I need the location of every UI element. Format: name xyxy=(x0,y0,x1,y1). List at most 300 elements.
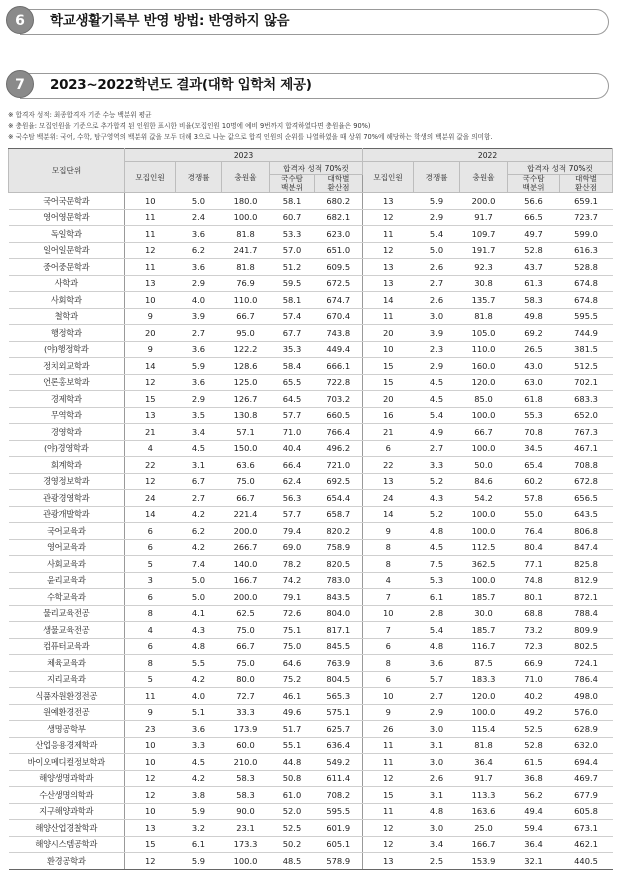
table-row xyxy=(9,671,613,688)
fill-rate-2023-cell: 140.0 xyxy=(222,556,270,573)
quota-2022-cell: 13 xyxy=(363,473,414,490)
fill-rate-2023-cell: 126.7 xyxy=(222,391,270,408)
competition-2023-cell: 3.6 xyxy=(176,374,222,391)
fill-rate-2022-cell: 100.0 xyxy=(460,506,508,523)
unit-name-cell: 생물교육전공 xyxy=(9,622,125,639)
table-row xyxy=(9,457,613,474)
table-row xyxy=(9,391,613,408)
converted-2023-cell: 654.4 xyxy=(315,490,363,507)
unit-name-cell: 생명공학부 xyxy=(9,721,125,738)
converted-2022-cell: 512.5 xyxy=(560,358,613,375)
quota-2023-cell: 6 xyxy=(125,638,176,655)
quota-2023-cell: 11 xyxy=(125,226,176,243)
quota-2023-cell: 9 xyxy=(125,704,176,721)
percentile-2022-cell: 61.5 xyxy=(508,754,560,771)
percentile-2023-cell: 57.0 xyxy=(270,242,315,259)
table-row xyxy=(9,572,613,589)
quota-2022-cell: 12 xyxy=(363,820,414,837)
col-header-score-group: 합격자 성적 70%컷 xyxy=(270,162,363,175)
fill-rate-2023-cell: 57.1 xyxy=(222,424,270,441)
unit-name-cell: 관광경영학과 xyxy=(9,490,125,507)
percentile-2022-cell: 61.3 xyxy=(508,275,560,292)
competition-2023-cell: 3.8 xyxy=(176,787,222,804)
converted-2022-cell: 462.1 xyxy=(560,836,613,853)
fill-rate-2023-cell: 66.7 xyxy=(222,308,270,325)
table-row xyxy=(9,787,613,804)
table-row xyxy=(9,721,613,738)
competition-2022-cell: 3.0 xyxy=(414,820,460,837)
quota-2022-cell: 4 xyxy=(363,572,414,589)
fill-rate-2022-cell: 113.3 xyxy=(460,787,508,804)
competition-2023-cell: 4.2 xyxy=(176,506,222,523)
converted-2022-cell: 467.1 xyxy=(560,440,613,457)
unit-name-cell: 환경공학과 xyxy=(9,853,125,870)
quota-2022-cell: 11 xyxy=(363,308,414,325)
quota-2023-cell: 12 xyxy=(125,787,176,804)
fill-rate-2022-cell: 120.0 xyxy=(460,688,508,705)
fill-rate-2023-cell: 200.0 xyxy=(222,589,270,606)
col-header-converted-score: 대학별 환산점 xyxy=(560,175,613,193)
table-row xyxy=(9,424,613,441)
converted-2023-cell: 611.4 xyxy=(315,770,363,787)
converted-2022-cell: 656.5 xyxy=(560,490,613,507)
quota-2022-cell: 7 xyxy=(363,589,414,606)
percentile-2023-cell: 66.4 xyxy=(270,457,315,474)
fill-rate-2022-cell: 66.7 xyxy=(460,424,508,441)
percentile-2023-cell: 44.8 xyxy=(270,754,315,771)
section-7-banner xyxy=(6,70,609,100)
quota-2022-cell: 21 xyxy=(363,424,414,441)
fill-rate-2023-cell: 166.7 xyxy=(222,572,270,589)
fill-rate-2022-cell: 191.7 xyxy=(460,242,508,259)
quota-2023-cell: 5 xyxy=(125,671,176,688)
competition-2023-cell: 2.7 xyxy=(176,325,222,342)
competition-2022-cell: 4.8 xyxy=(414,523,460,540)
converted-2023-cell: 578.9 xyxy=(315,853,363,870)
percentile-2023-cell: 65.5 xyxy=(270,374,315,391)
competition-2022-cell: 4.8 xyxy=(414,638,460,655)
competition-2023-cell: 4.2 xyxy=(176,539,222,556)
converted-2023-cell: 625.7 xyxy=(315,721,363,738)
competition-2023-cell: 2.7 xyxy=(176,490,222,507)
competition-2022-cell: 3.6 xyxy=(414,655,460,672)
converted-2022-cell: 744.9 xyxy=(560,325,613,342)
converted-2022-cell: 806.8 xyxy=(560,523,613,540)
table-row xyxy=(9,737,613,754)
table-row xyxy=(9,242,613,259)
converted-2023-cell: 549.2 xyxy=(315,754,363,771)
fill-rate-2022-cell: 116.7 xyxy=(460,638,508,655)
table-row xyxy=(9,259,613,276)
quota-2022-cell: 20 xyxy=(363,325,414,342)
competition-2022-cell: 3.1 xyxy=(414,787,460,804)
quota-2023-cell: 6 xyxy=(125,539,176,556)
quota-2023-cell: 8 xyxy=(125,655,176,672)
fill-rate-2023-cell: 58.3 xyxy=(222,770,270,787)
percentile-2022-cell: 73.2 xyxy=(508,622,560,639)
fill-rate-2022-cell: 183.3 xyxy=(460,671,508,688)
converted-2023-cell: 743.8 xyxy=(315,325,363,342)
percentile-2023-cell: 75.2 xyxy=(270,671,315,688)
converted-2022-cell: 786.4 xyxy=(560,671,613,688)
percentile-2022-cell: 77.1 xyxy=(508,556,560,573)
quota-2023-cell: 13 xyxy=(125,820,176,837)
competition-2022-cell: 3.4 xyxy=(414,836,460,853)
converted-2022-cell: 643.5 xyxy=(560,506,613,523)
percentile-2023-cell: 75.0 xyxy=(270,638,315,655)
fill-rate-2023-cell: 62.5 xyxy=(222,605,270,622)
fill-rate-2022-cell: 135.7 xyxy=(460,292,508,309)
quota-2023-cell: 4 xyxy=(125,440,176,457)
percentile-2023-cell: 46.1 xyxy=(270,688,315,705)
percentile-2022-cell: 80.4 xyxy=(508,539,560,556)
fill-rate-2023-cell: 72.7 xyxy=(222,688,270,705)
percentile-2022-cell: 68.8 xyxy=(508,605,560,622)
competition-2023-cell: 3.2 xyxy=(176,820,222,837)
converted-2022-cell: 809.9 xyxy=(560,622,613,639)
converted-2023-cell: 575.1 xyxy=(315,704,363,721)
competition-2023-cell: 5.1 xyxy=(176,704,222,721)
competition-2023-cell: 3.6 xyxy=(176,721,222,738)
converted-2022-cell: 677.9 xyxy=(560,787,613,804)
converted-2023-cell: 449.4 xyxy=(315,341,363,358)
percentile-2023-cell: 35.3 xyxy=(270,341,315,358)
converted-2023-cell: 680.2 xyxy=(315,193,363,210)
quota-2022-cell: 8 xyxy=(363,655,414,672)
note-line: ※ 국수탐 백분위: 국어, 수학, 탐구영역의 백분위 값을 모두 더해 3으로 나눈 값으로 합격 인원의 순위를 나열하였을 때 상위 70%에 해당하는 학생의 백분위 값을 의미함. xyxy=(8,133,493,141)
competition-2023-cell: 6.2 xyxy=(176,523,222,540)
converted-2022-cell: 659.1 xyxy=(560,193,613,210)
competition-2022-cell: 2.3 xyxy=(414,341,460,358)
quota-2023-cell: 14 xyxy=(125,358,176,375)
quota-2022-cell: 11 xyxy=(363,737,414,754)
unit-name-cell: 일어일문학과 xyxy=(9,242,125,259)
percentile-2023-cell: 58.1 xyxy=(270,193,315,210)
unit-name-cell: 회계학과 xyxy=(9,457,125,474)
percentile-2022-cell: 58.3 xyxy=(508,292,560,309)
percentile-2022-cell: 52.8 xyxy=(508,737,560,754)
percentile-2022-cell: 70.8 xyxy=(508,424,560,441)
quota-2023-cell: 11 xyxy=(125,259,176,276)
converted-2022-cell: 825.8 xyxy=(560,556,613,573)
percentile-2022-cell: 26.5 xyxy=(508,341,560,358)
converted-2023-cell: 658.7 xyxy=(315,506,363,523)
fill-rate-2022-cell: 84.6 xyxy=(460,473,508,490)
fill-rate-2023-cell: 122.2 xyxy=(222,341,270,358)
quota-2022-cell: 8 xyxy=(363,539,414,556)
year-header-2023: 2023 xyxy=(125,149,363,162)
competition-2022-cell: 2.8 xyxy=(414,605,460,622)
table-row xyxy=(9,638,613,655)
fill-rate-2022-cell: 185.7 xyxy=(460,589,508,606)
percentile-2022-cell: 43.0 xyxy=(508,358,560,375)
percentile-2022-cell: 71.0 xyxy=(508,671,560,688)
competition-2022-cell: 5.4 xyxy=(414,226,460,243)
percentile-2023-cell: 49.6 xyxy=(270,704,315,721)
percentile-2023-cell: 79.4 xyxy=(270,523,315,540)
unit-name-cell: 국어국문학과 xyxy=(9,193,125,210)
quota-2023-cell: 5 xyxy=(125,556,176,573)
quota-2023-cell: 3 xyxy=(125,572,176,589)
quota-2022-cell: 15 xyxy=(363,374,414,391)
fill-rate-2023-cell: 130.8 xyxy=(222,407,270,424)
quota-2022-cell: 12 xyxy=(363,770,414,787)
section-title: 2023~2022학년도 결과(대학 입학처 제공) xyxy=(50,77,312,93)
col-header-competition: 경쟁률 xyxy=(414,162,460,193)
table-row xyxy=(9,770,613,787)
converted-2023-cell: 820.2 xyxy=(315,523,363,540)
col-header-fill-rate: 충원율 xyxy=(460,162,508,193)
converted-2022-cell: 724.1 xyxy=(560,655,613,672)
table-row xyxy=(9,209,613,226)
converted-2022-cell: 674.8 xyxy=(560,292,613,309)
quota-2022-cell: 20 xyxy=(363,391,414,408)
percentile-2023-cell: 64.5 xyxy=(270,391,315,408)
table-row xyxy=(9,836,613,853)
table-row xyxy=(9,374,613,391)
unit-name-cell: 영어영문학과 xyxy=(9,209,125,226)
percentile-2022-cell: 52.5 xyxy=(508,721,560,738)
competition-2022-cell: 5.4 xyxy=(414,407,460,424)
competition-2023-cell: 5.0 xyxy=(176,589,222,606)
competition-2022-cell: 3.3 xyxy=(414,457,460,474)
percentile-2023-cell: 48.5 xyxy=(270,853,315,870)
competition-2022-cell: 6.1 xyxy=(414,589,460,606)
unit-name-cell: 지구해양과학과 xyxy=(9,803,125,820)
fill-rate-2023-cell: 60.0 xyxy=(222,737,270,754)
fill-rate-2022-cell: 166.7 xyxy=(460,836,508,853)
unit-name-cell: 독일학과 xyxy=(9,226,125,243)
quota-2023-cell: 10 xyxy=(125,292,176,309)
fill-rate-2022-cell: 163.6 xyxy=(460,803,508,820)
unit-name-cell: 원예환경전공 xyxy=(9,704,125,721)
table-row xyxy=(9,655,613,672)
unit-name-cell: (야)행정학과 xyxy=(9,341,125,358)
converted-2023-cell: 820.5 xyxy=(315,556,363,573)
fill-rate-2022-cell: 81.8 xyxy=(460,737,508,754)
fill-rate-2023-cell: 100.0 xyxy=(222,853,270,870)
fill-rate-2022-cell: 25.0 xyxy=(460,820,508,837)
fill-rate-2022-cell: 110.0 xyxy=(460,341,508,358)
competition-2023-cell: 6.7 xyxy=(176,473,222,490)
converted-2023-cell: 817.1 xyxy=(315,622,363,639)
unit-name-cell: 바이오메디컬정보학과 xyxy=(9,754,125,771)
converted-2023-cell: 843.5 xyxy=(315,589,363,606)
fill-rate-2022-cell: 120.0 xyxy=(460,374,508,391)
quota-2022-cell: 26 xyxy=(363,721,414,738)
fill-rate-2022-cell: 100.0 xyxy=(460,572,508,589)
note-line: ※ 충원율: 모집인원을 기준으로 추가합격 된 인원한 표시한 비율(모집인원 10명에 예비 9번까지 합격하였다면 충원율은 90%) xyxy=(8,122,371,130)
quota-2022-cell: 12 xyxy=(363,242,414,259)
converted-2023-cell: 672.5 xyxy=(315,275,363,292)
quota-2023-cell: 15 xyxy=(125,836,176,853)
converted-2023-cell: 708.2 xyxy=(315,787,363,804)
competition-2023-cell: 4.5 xyxy=(176,440,222,457)
table-row xyxy=(9,853,613,870)
competition-2022-cell: 2.6 xyxy=(414,259,460,276)
quota-2022-cell: 13 xyxy=(363,853,414,870)
table-row xyxy=(9,341,613,358)
competition-2023-cell: 7.4 xyxy=(176,556,222,573)
quota-2023-cell: 6 xyxy=(125,589,176,606)
table-row xyxy=(9,820,613,837)
converted-2023-cell: 682.1 xyxy=(315,209,363,226)
quota-2022-cell: 15 xyxy=(363,787,414,804)
fill-rate-2022-cell: 100.0 xyxy=(460,523,508,540)
quota-2022-cell: 11 xyxy=(363,226,414,243)
converted-2022-cell: 694.4 xyxy=(560,754,613,771)
converted-2022-cell: 440.5 xyxy=(560,853,613,870)
competition-2022-cell: 2.5 xyxy=(414,853,460,870)
converted-2023-cell: 766.4 xyxy=(315,424,363,441)
quota-2023-cell: 21 xyxy=(125,424,176,441)
quota-2022-cell: 9 xyxy=(363,523,414,540)
competition-2023-cell: 3.9 xyxy=(176,308,222,325)
fill-rate-2023-cell: 75.0 xyxy=(222,473,270,490)
unit-name-cell: 해양시스템공학과 xyxy=(9,836,125,853)
table-row xyxy=(9,193,613,210)
fill-rate-2022-cell: 54.2 xyxy=(460,490,508,507)
quota-2023-cell: 10 xyxy=(125,737,176,754)
competition-2022-cell: 2.9 xyxy=(414,704,460,721)
quota-2023-cell: 11 xyxy=(125,209,176,226)
col-header-quota: 모집인원 xyxy=(125,162,176,193)
converted-2022-cell: 708.8 xyxy=(560,457,613,474)
percentile-2022-cell: 69.2 xyxy=(508,325,560,342)
quota-2023-cell: 12 xyxy=(125,374,176,391)
fill-rate-2022-cell: 185.7 xyxy=(460,622,508,639)
percentile-2022-cell: 66.9 xyxy=(508,655,560,672)
fill-rate-2022-cell: 362.5 xyxy=(460,556,508,573)
percentile-2023-cell: 50.8 xyxy=(270,770,315,787)
col-header-percentile: 국수탐 백분위 xyxy=(508,175,560,193)
quota-2022-cell: 11 xyxy=(363,803,414,820)
fill-rate-2022-cell: 160.0 xyxy=(460,358,508,375)
unit-name-cell: 중어중문학과 xyxy=(9,259,125,276)
quota-2022-cell: 12 xyxy=(363,209,414,226)
converted-2022-cell: 788.4 xyxy=(560,605,613,622)
unit-name-cell: 해양생명과학과 xyxy=(9,770,125,787)
unit-name-cell: 관광개발학과 xyxy=(9,506,125,523)
table-row xyxy=(9,440,613,457)
fill-rate-2023-cell: 221.4 xyxy=(222,506,270,523)
fill-rate-2022-cell: 109.7 xyxy=(460,226,508,243)
quota-2023-cell: 10 xyxy=(125,193,176,210)
quota-2023-cell: 12 xyxy=(125,770,176,787)
table-row xyxy=(9,688,613,705)
competition-2022-cell: 2.7 xyxy=(414,275,460,292)
converted-2023-cell: 609.5 xyxy=(315,259,363,276)
percentile-2023-cell: 51.7 xyxy=(270,721,315,738)
converted-2022-cell: 528.8 xyxy=(560,259,613,276)
unit-name-cell: 해양산업경찰학과 xyxy=(9,820,125,837)
percentile-2023-cell: 60.7 xyxy=(270,209,315,226)
converted-2023-cell: 758.9 xyxy=(315,539,363,556)
results-table-body xyxy=(9,193,613,870)
converted-2023-cell: 783.0 xyxy=(315,572,363,589)
quota-2022-cell: 13 xyxy=(363,193,414,210)
percentile-2023-cell: 53.3 xyxy=(270,226,315,243)
converted-2022-cell: 628.9 xyxy=(560,721,613,738)
competition-2022-cell: 2.9 xyxy=(414,358,460,375)
competition-2022-cell: 5.7 xyxy=(414,671,460,688)
quota-2022-cell: 13 xyxy=(363,259,414,276)
converted-2023-cell: 722.8 xyxy=(315,374,363,391)
quota-2023-cell: 12 xyxy=(125,853,176,870)
competition-2023-cell: 4.1 xyxy=(176,605,222,622)
converted-2022-cell: 872.1 xyxy=(560,589,613,606)
quota-2023-cell: 10 xyxy=(125,754,176,771)
col-header-fill-rate: 충원율 xyxy=(222,162,270,193)
percentile-2022-cell: 52.8 xyxy=(508,242,560,259)
year-header-2022: 2022 xyxy=(363,149,613,162)
percentile-2023-cell: 75.1 xyxy=(270,622,315,639)
quota-2023-cell: 12 xyxy=(125,473,176,490)
competition-2022-cell: 4.5 xyxy=(414,391,460,408)
quota-2023-cell: 8 xyxy=(125,605,176,622)
converted-2022-cell: 595.5 xyxy=(560,308,613,325)
quota-2023-cell: 22 xyxy=(125,457,176,474)
percentile-2023-cell: 72.6 xyxy=(270,605,315,622)
competition-2023-cell: 4.0 xyxy=(176,292,222,309)
unit-name-cell: 산업응용경제학과 xyxy=(9,737,125,754)
fill-rate-2023-cell: 75.0 xyxy=(222,622,270,639)
results-table xyxy=(8,148,613,870)
table-row xyxy=(9,556,613,573)
percentile-2023-cell: 50.2 xyxy=(270,836,315,853)
table-row xyxy=(9,226,613,243)
unit-name-cell: 컴퓨터교육과 xyxy=(9,638,125,655)
table-row xyxy=(9,754,613,771)
table-row xyxy=(9,308,613,325)
table-row xyxy=(9,803,613,820)
fill-rate-2022-cell: 105.0 xyxy=(460,325,508,342)
competition-2023-cell: 4.5 xyxy=(176,754,222,771)
fill-rate-2023-cell: 76.9 xyxy=(222,275,270,292)
quota-2022-cell: 11 xyxy=(363,754,414,771)
percentile-2022-cell: 74.8 xyxy=(508,572,560,589)
competition-2023-cell: 3.6 xyxy=(176,226,222,243)
percentile-2022-cell: 55.0 xyxy=(508,506,560,523)
percentile-2023-cell: 57.4 xyxy=(270,308,315,325)
quota-2022-cell: 24 xyxy=(363,490,414,507)
unit-name-cell: 체육교육과 xyxy=(9,655,125,672)
competition-2022-cell: 3.0 xyxy=(414,721,460,738)
percentile-2022-cell: 56.6 xyxy=(508,193,560,210)
converted-2022-cell: 683.3 xyxy=(560,391,613,408)
competition-2022-cell: 7.5 xyxy=(414,556,460,573)
percentile-2022-cell: 63.0 xyxy=(508,374,560,391)
results-table-container xyxy=(8,148,612,870)
converted-2022-cell: 812.9 xyxy=(560,572,613,589)
fill-rate-2022-cell: 92.3 xyxy=(460,259,508,276)
percentile-2022-cell: 49.2 xyxy=(508,704,560,721)
col-header-score-group: 합격자 성적 70%컷 xyxy=(508,162,613,175)
percentile-2023-cell: 56.3 xyxy=(270,490,315,507)
percentile-2022-cell: 49.8 xyxy=(508,308,560,325)
percentile-2022-cell: 55.3 xyxy=(508,407,560,424)
competition-2022-cell: 2.7 xyxy=(414,688,460,705)
col-header-converted-score: 대학별 환산점 xyxy=(315,175,363,193)
percentile-2023-cell: 78.2 xyxy=(270,556,315,573)
table-row xyxy=(9,523,613,540)
converted-2023-cell: 601.9 xyxy=(315,820,363,837)
converted-2023-cell: 623.0 xyxy=(315,226,363,243)
percentile-2022-cell: 56.2 xyxy=(508,787,560,804)
converted-2022-cell: 632.0 xyxy=(560,737,613,754)
quota-2022-cell: 6 xyxy=(363,671,414,688)
converted-2022-cell: 723.7 xyxy=(560,209,613,226)
